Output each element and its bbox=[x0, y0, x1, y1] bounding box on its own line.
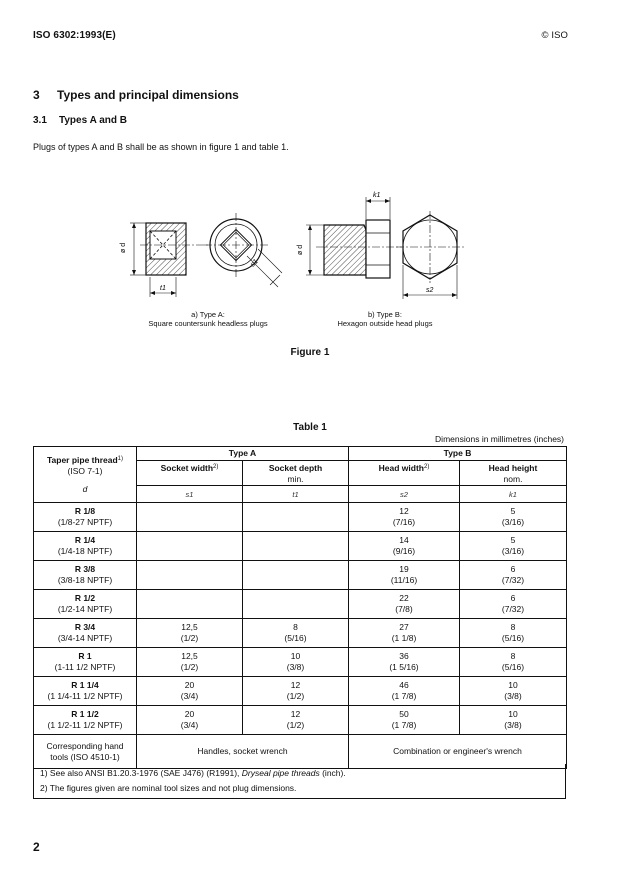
socket-width-cell bbox=[137, 532, 243, 561]
type-a-side-view bbox=[120, 223, 216, 297]
thread-cell: R 3/8 (3/8-18 NPTF) bbox=[34, 561, 137, 590]
head-height-cell: 5 (3/16) bbox=[460, 503, 567, 532]
table-row bbox=[34, 532, 567, 561]
socket-depth-cell: 10 (3/8) bbox=[243, 648, 349, 677]
type-b-side-view bbox=[297, 192, 402, 278]
table-title: Table 1 bbox=[293, 422, 327, 433]
thread-cell: R 1 (1-11 1/2 NPTF) bbox=[34, 648, 137, 677]
table-row bbox=[34, 619, 567, 648]
socket-width-cell bbox=[137, 503, 243, 532]
thread-header bbox=[34, 447, 137, 503]
diameter-label-a: ø d bbox=[120, 242, 127, 253]
thread-footnote-ref: 1) bbox=[117, 455, 124, 462]
page-number: 2 bbox=[33, 840, 40, 854]
head-height-cell: 8 (5/16) bbox=[460, 648, 567, 677]
socket-depth-header: Socket depth min. bbox=[243, 461, 349, 486]
table-body bbox=[34, 503, 567, 735]
caption-type-b bbox=[300, 310, 470, 328]
table-row bbox=[34, 706, 567, 735]
thread-cell: R 3/4 (3/4-14 NPTF) bbox=[34, 619, 137, 648]
dimensions-table bbox=[33, 446, 567, 769]
head-width-cell: 50 (1 7/8) bbox=[349, 706, 460, 735]
s2-symbol: s2 bbox=[349, 486, 460, 503]
subsection-heading bbox=[33, 115, 127, 126]
head-width-cell: 36 (1 5/16) bbox=[349, 648, 460, 677]
tools-type-a: Handles, socket wrench bbox=[137, 735, 349, 769]
table-header-row bbox=[34, 447, 567, 461]
socket-width-cell: 20 (3/4) bbox=[137, 706, 243, 735]
table-footnotes bbox=[33, 764, 566, 799]
thread-cell: R 1/8 (1/8-27 NPTF) bbox=[34, 503, 137, 532]
table-row bbox=[34, 561, 567, 590]
head-width-cell: 12 (7/16) bbox=[349, 503, 460, 532]
caption-type-b-title: b) Type B: bbox=[367, 310, 403, 319]
type-b-header: Type B bbox=[349, 447, 567, 461]
head-width-cell: 19 (11/16) bbox=[349, 561, 460, 590]
units-note: Dimensions in millimetres (inches) bbox=[435, 434, 564, 444]
thread-cell: R 1/4 (1/4-18 NPTF) bbox=[34, 532, 137, 561]
table-row bbox=[34, 677, 567, 706]
table-row bbox=[34, 503, 567, 532]
s2-label: s2 bbox=[426, 287, 434, 294]
footnote-2: 2) The figures given are nominal tool sizes and not plug dimensions. bbox=[40, 783, 297, 793]
head-width-header: Head width$^{2)}$ bbox=[349, 461, 460, 486]
t1-label: t1 bbox=[160, 285, 166, 292]
head-height-cell: 10 (3/8) bbox=[460, 706, 567, 735]
head-height-cell: 6 (7/32) bbox=[460, 590, 567, 619]
head-width-cell: 14 (9/16) bbox=[349, 532, 460, 561]
subsection-number: 3.1 bbox=[33, 115, 47, 126]
head-width-cell: 46 (1 7/8) bbox=[349, 677, 460, 706]
socket-depth-cell bbox=[243, 503, 349, 532]
socket-depth-cell: 12 (1/2) bbox=[243, 677, 349, 706]
section-heading bbox=[33, 88, 239, 102]
head-width-cell: 22 (7/8) bbox=[349, 590, 460, 619]
caption-type-a bbox=[118, 310, 298, 328]
subsection-title: Types A and B bbox=[59, 115, 127, 126]
caption-type-b-desc: Hexagon outside head plugs bbox=[337, 319, 433, 328]
document-id: ISO 6302:1993(E) bbox=[33, 30, 116, 41]
thread-cell: R 1/2 (1/2-14 NPTF) bbox=[34, 590, 137, 619]
head-height-cell: 5 (3/16) bbox=[460, 532, 567, 561]
head-height-header: Head height nom. bbox=[460, 461, 567, 486]
tools-label: Corresponding hand tools (ISO 4510-1) bbox=[34, 735, 137, 769]
caption-type-a-title: a) Type A: bbox=[191, 310, 225, 319]
socket-width-cell bbox=[137, 561, 243, 590]
socket-depth-cell: 8 (5/16) bbox=[243, 619, 349, 648]
table-row bbox=[34, 648, 567, 677]
head-height-cell: 10 (3/8) bbox=[460, 677, 567, 706]
figure-1-drawing bbox=[110, 185, 470, 305]
thread-header-title: Taper pipe thread bbox=[46, 454, 118, 465]
socket-width-cell: 20 (3/4) bbox=[137, 677, 243, 706]
section-number: 3 bbox=[33, 88, 40, 102]
footnote-1: 1) See also ANSI B1.20.3-1976 (SAE J476) (R1991), Dryseal pipe threads (inch). bbox=[40, 768, 346, 778]
thread-cell: R 1 1/4 (1 1/4-11 1/2 NPTF) bbox=[34, 677, 137, 706]
table-row bbox=[34, 590, 567, 619]
head-width-cell: 27 (1 1/8) bbox=[349, 619, 460, 648]
thread-header-standard: (ISO 7-1) bbox=[67, 465, 103, 476]
thread-cell: R 1 1/2 (1 1/2-11 1/2 NPTF) bbox=[34, 706, 137, 735]
socket-depth-cell bbox=[243, 590, 349, 619]
socket-width-cell: 12,5 (1/2) bbox=[137, 619, 243, 648]
socket-depth-cell bbox=[243, 532, 349, 561]
socket-width-header: Socket width$^{2)}$ bbox=[137, 461, 243, 486]
tools-type-b: Combination or engineer's wrench bbox=[349, 735, 567, 769]
type-a-header: Type A bbox=[137, 447, 349, 461]
socket-depth-cell bbox=[243, 561, 349, 590]
socket-depth-cell: 12 (1/2) bbox=[243, 706, 349, 735]
socket-width-cell: 12,5 (1/2) bbox=[137, 648, 243, 677]
k1-label: k1 bbox=[373, 192, 381, 199]
copyright-notice: © ISO bbox=[541, 30, 568, 41]
thread-header-symbol: d bbox=[82, 483, 88, 494]
caption-type-a-desc: Square countersunk headless plugs bbox=[148, 319, 268, 328]
head-height-cell: 6 (7/32) bbox=[460, 561, 567, 590]
s1-symbol: s1 bbox=[137, 486, 243, 503]
type-a-end-view bbox=[204, 213, 282, 287]
figure-title: Figure 1 bbox=[290, 347, 330, 358]
head-height-cell: 8 (5/16) bbox=[460, 619, 567, 648]
section-title: Types and principal dimensions bbox=[57, 88, 239, 102]
diameter-label-b: ø d bbox=[297, 244, 304, 255]
socket-width-cell bbox=[137, 590, 243, 619]
s1-label: s1 bbox=[249, 258, 260, 269]
intro-paragraph: Plugs of types A and B shall be as shown in figure 1 and table 1. bbox=[33, 142, 289, 152]
t1-symbol: t1 bbox=[243, 486, 349, 503]
k1-symbol: k1 bbox=[460, 486, 567, 503]
type-b-end-view bbox=[396, 211, 464, 299]
